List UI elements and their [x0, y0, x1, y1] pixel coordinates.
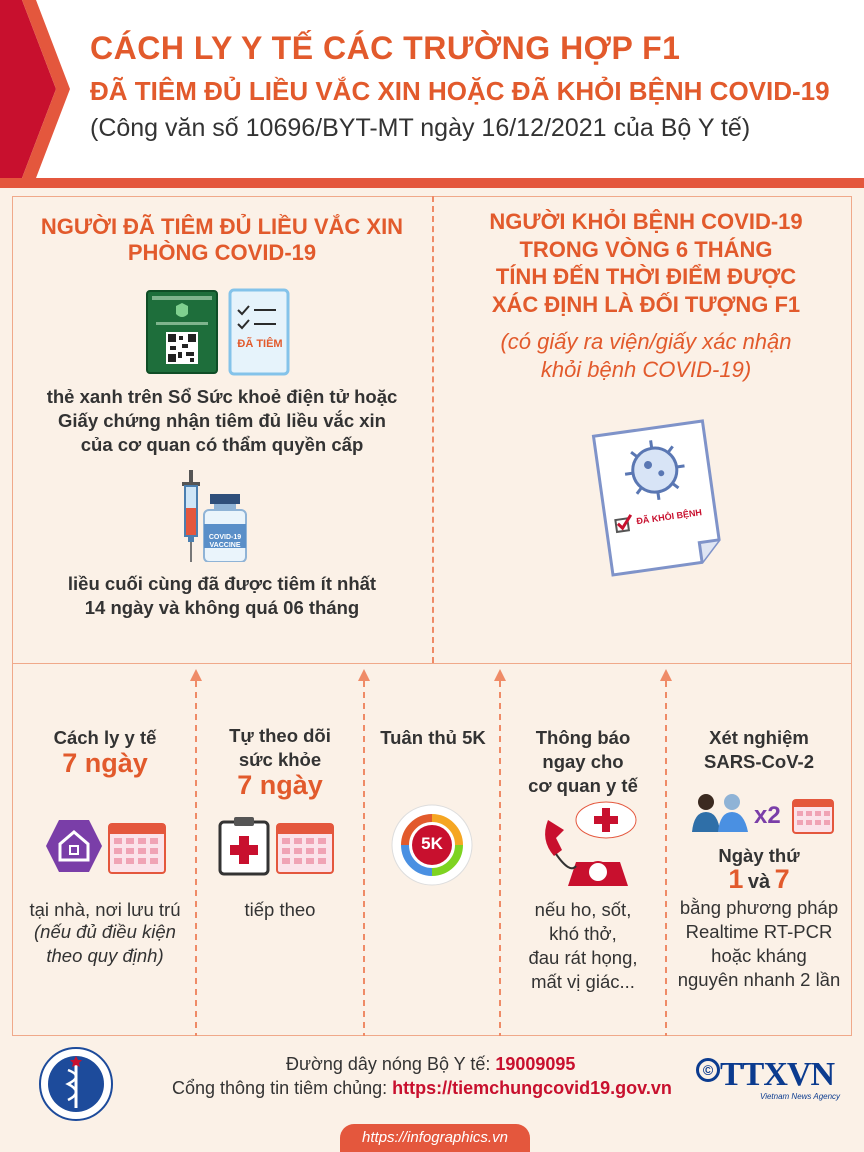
calendar-icon [108, 818, 166, 874]
phone-medical-icon [540, 800, 640, 890]
5k-badge-label: 5K [421, 834, 443, 853]
hotline-number[interactable]: 19009095 [495, 1054, 576, 1074]
calendar-icon-3 [792, 796, 834, 834]
vaccination-certificate-icon [226, 288, 292, 376]
vaccinated-title: NGƯỜI ĐÃ TIÊM ĐỦ LIỀU VẮC XIN PHÒNG COVID-19 [40, 214, 404, 266]
home-icon [44, 818, 104, 874]
column-isolation-days: 7 ngày [62, 748, 148, 778]
calendar-icon-2 [276, 818, 334, 874]
green-card-icon [146, 290, 218, 374]
column-monitoring-days: 7 ngày [237, 770, 323, 800]
page-title: CÁCH LY Y TẾ CÁC TRƯỜNG HỢP F1 [90, 30, 681, 66]
page-title-line2: ĐÃ TIÊM ĐỦ LIỀU VẮC XIN HOẶC ĐÃ KHỎI BỆNH COVID-19 [90, 76, 830, 106]
testing-people-icon [688, 792, 752, 832]
vaccine-vial-icon [202, 494, 248, 562]
ttxvn-subtitle: Vietnam News Agency [760, 1092, 841, 1101]
test-multiplier: x2 [754, 802, 781, 829]
certificate-label: ĐÃ TIÊM [237, 338, 283, 350]
header-chevron-decoration [0, 0, 70, 178]
header-stripe [0, 178, 864, 188]
clipboard-medical-icon [218, 816, 270, 876]
column-5k-title: Tuân thủ 5K [380, 727, 486, 748]
copyright-icon: © [696, 1058, 720, 1082]
hotline-line: Đường dây nóng Bộ Y tế: 19009095 [286, 1054, 576, 1074]
column-monitoring-text: tiếp theo [244, 899, 316, 920]
test-days: 1 và 7 [728, 864, 790, 894]
column-notify-title: Thông báo ngay cho cơ quan y tế [528, 727, 638, 797]
column-test-title: Xét nghiệm SARS-CoV-2 [704, 727, 814, 773]
dose-description: liều cuối cùng đã được tiêm ít nhất 14 ngày và không quá 06 tháng [67, 573, 377, 619]
recovery-label: ĐÃ KHỎI BỆNH [635, 507, 703, 527]
ministry-of-health-logo [38, 1046, 114, 1122]
site-link[interactable]: https://infographics.vn [340, 1124, 530, 1152]
card-description: thẻ xanh trên Sổ Sức khoẻ điện tử hoặc Giấy chứng nhận tiêm đủ liều vắc xin của cơ quan có thẩm quyền cấp [46, 386, 398, 456]
portal-link[interactable]: https://tiemchungcovid19.gov.vn [392, 1078, 672, 1098]
recovered-title: NGƯỜI KHỎI BỆNH COVID-19 TRONG VÒNG 6 THÁNG TÍNH ĐẾN THỜI ĐIỂM ĐƯỢC XÁC ĐỊNH LÀ ĐỐI TƯỢNG F1 [489, 209, 803, 317]
column-isolation-condition: (nếu đủ điều kiện theo quy định) [34, 921, 176, 967]
column-monitoring-title: Tự theo dõi sức khỏe [229, 725, 331, 771]
vial-label: COVID-19 VACCINE [208, 534, 242, 550]
section-divider [432, 196, 434, 663]
column-isolation-title: Cách ly y tế [53, 727, 157, 748]
column-isolation-place: tại nhà, nơi lưu trú [29, 899, 181, 920]
recovery-certificate-icon [582, 408, 732, 578]
test-day-label: Ngày thứ [718, 845, 800, 866]
portal-line: Cổng thông tin tiêm chủng: https://tiemchungcovid19.gov.vn [172, 1078, 672, 1098]
column-notify-symptoms: nếu ho, sốt, khó thở, đau rát họng, mất vị giác... [528, 899, 638, 993]
test-method: bằng phương pháp Realtime RT-PCR hoặc kháng nguyên nhanh 2 lần [677, 897, 841, 991]
recovered-subtitle: (có giấy ra viện/giấy xác nhận khỏi bệnh COVID-19) [500, 329, 792, 382]
ttxvn-logo: TTXVN [720, 1056, 835, 1093]
page-subtitle: (Công văn số 10696/BYT-MT ngày 16/12/2021 của Bộ Y tế) [90, 114, 751, 142]
